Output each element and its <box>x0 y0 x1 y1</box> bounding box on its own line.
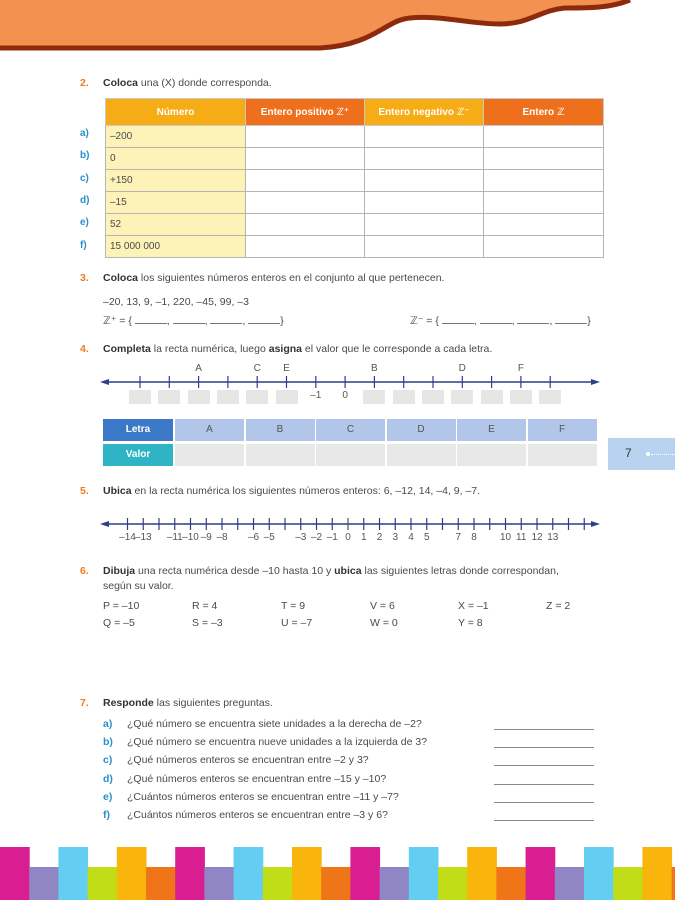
number-label: 7 <box>455 532 462 543</box>
q3-set-positive <box>103 313 284 327</box>
arrow-left-icon <box>100 379 109 385</box>
q2-check-cell-positivo[interactable] <box>246 214 365 236</box>
value-cell[interactable] <box>316 444 385 466</box>
arrow-left-icon <box>100 521 109 527</box>
q3-verb: Coloca <box>103 272 139 284</box>
letter-value: V = 6 <box>370 600 395 612</box>
question-label: a) <box>103 718 113 730</box>
q2-number-cell: 0 <box>106 148 246 170</box>
q6-verb1: Dibuja <box>103 565 136 577</box>
q2-row-label: a) <box>80 128 89 139</box>
q6-instruction-2: según su valor. <box>103 580 174 592</box>
q2-row-label: f) <box>80 239 87 251</box>
q6-number: 6. <box>80 565 89 577</box>
question-text: ¿Qué número se encuentra nueve unidades a la izquierda de 3? <box>127 736 428 749</box>
answer-line[interactable] <box>494 765 594 766</box>
answer-blank[interactable] <box>517 313 549 324</box>
answer-line[interactable] <box>494 729 594 730</box>
question-text: ¿Cuántos números enteros se encuentran entre –3 y 6? <box>127 809 388 821</box>
answer-box[interactable] <box>246 390 268 404</box>
tall-color-bar <box>409 847 439 900</box>
q2-check-cell-negativo[interactable] <box>365 170 484 192</box>
value-cell[interactable] <box>246 444 315 466</box>
dotted-line <box>651 454 675 455</box>
letter-cell: E <box>457 419 526 441</box>
value-cell[interactable] <box>175 444 244 466</box>
answer-box[interactable] <box>510 390 532 404</box>
short-color-bar <box>204 867 234 900</box>
letter-value: Y = 8 <box>458 617 483 629</box>
answer-blank[interactable] <box>442 313 474 324</box>
q2-number-cell: +150 <box>106 170 246 192</box>
arrow-right-icon <box>591 521 600 527</box>
q4-line-svg <box>95 370 605 390</box>
q2-number: 2. <box>80 77 89 89</box>
comma: , <box>549 315 553 327</box>
tall-color-bar <box>467 847 497 900</box>
q2-table-row <box>106 192 604 214</box>
q2-check-cell-negativo[interactable] <box>365 192 484 214</box>
tall-color-bar <box>117 847 147 900</box>
number-label: 12 <box>531 532 543 543</box>
letter-value: Z = 2 <box>546 600 571 612</box>
header-wave-decoration <box>0 0 675 60</box>
question-text: ¿Qué números enteros se encuentran entre –2 y 3? <box>127 754 369 767</box>
point-letter: D <box>458 363 466 374</box>
letter-value: S = –3 <box>192 617 223 629</box>
q4-verb1: Completa <box>103 343 151 355</box>
page-number: 7 <box>625 446 632 460</box>
q2-check-cell-entero[interactable] <box>484 126 604 148</box>
q3-number-list: –20, 13, 9, –1, 220, –45, 99, –3 <box>103 296 249 308</box>
letter-cell: F <box>528 419 597 441</box>
short-color-bar <box>555 867 585 900</box>
short-color-bar <box>496 867 526 900</box>
q2-text: una (X) donde corresponda. <box>138 77 272 89</box>
number-label: –10 <box>182 532 199 543</box>
tall-color-bar <box>58 847 88 900</box>
set-negative-label: ℤ⁻ = { <box>410 315 439 327</box>
number-label: 8 <box>471 532 477 543</box>
q2-check-cell-entero[interactable] <box>484 170 604 192</box>
answer-box[interactable] <box>539 390 561 404</box>
value-cell[interactable] <box>528 444 597 466</box>
letter-value: R = 4 <box>192 600 218 612</box>
short-color-bar <box>321 867 351 900</box>
number-label: 13 <box>547 532 559 543</box>
q4-instruction <box>103 343 492 355</box>
answer-line[interactable] <box>494 784 594 785</box>
q2-check-cell-positivo[interactable] <box>246 236 365 258</box>
q2-header-entero: Entero ℤ <box>484 99 604 126</box>
number-label: 0 <box>345 532 351 543</box>
tall-color-bar <box>526 847 556 900</box>
q7-number: 7. <box>80 697 89 709</box>
q7-text: las siguientes preguntas. <box>153 697 273 709</box>
answer-box[interactable] <box>363 390 385 404</box>
answer-blank[interactable] <box>555 313 587 324</box>
q2-verb: Coloca <box>103 77 139 89</box>
q4-text: el valor que le corresponde a cada letra. <box>302 343 493 355</box>
letter-value: W = 0 <box>370 617 398 629</box>
value-cell[interactable] <box>387 444 456 466</box>
letter-cell: D <box>387 419 456 441</box>
q2-row-label: d) <box>80 194 90 206</box>
comma: , <box>511 315 515 327</box>
letra-header: Letra <box>103 419 173 441</box>
question-text: ¿Cuántos números enteros se encuentran entre –11 y –7? <box>127 790 399 803</box>
number-label: –9 <box>200 532 212 543</box>
q2-header-numero: Número <box>106 99 246 126</box>
point-letter: F <box>517 363 524 374</box>
q2-check-cell-negativo[interactable] <box>365 148 484 170</box>
comma: , <box>242 315 246 327</box>
set-positive-label: ℤ⁺ = { <box>103 315 132 327</box>
tall-color-bar <box>642 847 672 900</box>
q2-check-cell-positivo[interactable] <box>246 170 365 192</box>
q5-line-svg <box>95 513 605 533</box>
tall-color-bar <box>584 847 614 900</box>
q6-text-mid: una recta numérica desde –10 hasta 10 y <box>135 565 335 577</box>
short-color-bar <box>672 867 675 900</box>
valor-header: Valor <box>103 444 173 466</box>
number-label: –2 <box>310 532 323 543</box>
answer-blank[interactable] <box>135 313 167 324</box>
number-label: –3 <box>295 532 307 543</box>
short-color-bar <box>380 867 410 900</box>
answer-line[interactable] <box>494 802 594 803</box>
q4-text-mid: la recta numérica, luego <box>150 343 269 355</box>
q2-check-cell-positivo[interactable] <box>246 148 365 170</box>
q2-header-positivo: Entero positivo ℤ⁺ <box>246 99 365 126</box>
short-color-bar <box>88 867 118 900</box>
short-color-bar <box>613 867 643 900</box>
q2-row-label: b) <box>80 150 90 162</box>
number-label: 0 <box>342 390 348 401</box>
q4-verb2: asigna <box>268 343 303 355</box>
q2-table-row <box>106 236 604 258</box>
comma: , <box>204 315 208 327</box>
q2-table-row <box>106 126 604 148</box>
question-label: c) <box>103 754 113 767</box>
q2-check-cell-positivo[interactable] <box>246 126 365 148</box>
answer-box[interactable] <box>393 390 415 404</box>
answer-box[interactable] <box>188 390 210 404</box>
letter-value: U = –7 <box>281 617 313 629</box>
number-label: –5 <box>263 532 275 543</box>
question-label: f) <box>103 809 110 821</box>
point-letter: C <box>253 363 261 374</box>
q3-set-negative <box>410 313 591 327</box>
question-label: d) <box>103 772 113 785</box>
short-color-bar <box>263 867 293 900</box>
answer-line[interactable] <box>494 747 594 748</box>
number-label: –13 <box>134 532 152 543</box>
number-label: –8 <box>216 532 228 543</box>
tall-color-bar <box>0 847 30 900</box>
short-color-bar <box>146 867 176 900</box>
tall-color-bar <box>175 847 205 900</box>
q2-row-label: c) <box>80 172 89 184</box>
answer-blank[interactable] <box>248 313 280 324</box>
brace: } <box>587 315 591 327</box>
short-color-bar <box>438 867 468 900</box>
q5-verb: Ubica <box>103 485 132 497</box>
short-color-bar <box>29 867 59 900</box>
number-label: –14 <box>119 532 136 543</box>
question-label: e) <box>103 790 113 803</box>
q6-instruction <box>103 565 559 577</box>
answer-blank[interactable] <box>480 313 512 324</box>
letter-cell: A <box>175 419 244 441</box>
answer-box[interactable] <box>217 390 239 404</box>
question-text: ¿Qué números enteros se encuentran entre –15 y –10? <box>127 772 387 785</box>
q2-table <box>105 98 604 258</box>
letter-value: X = –1 <box>458 600 489 612</box>
question-text: ¿Qué número se encuentra siete unidades a la derecha de –2? <box>127 718 422 730</box>
q6-verb2: ubica <box>334 565 362 577</box>
letter-value: P = –10 <box>103 600 140 612</box>
number-label: –1 <box>310 390 322 401</box>
point-letter: E <box>283 363 290 374</box>
q2-check-cell-positivo[interactable] <box>246 192 365 214</box>
answer-box[interactable] <box>276 390 298 404</box>
point-letter: B <box>371 363 378 374</box>
arrow-right-icon <box>591 379 600 385</box>
answer-line[interactable] <box>494 820 594 821</box>
q2-number-cell: –200 <box>106 126 246 148</box>
number-label: –6 <box>247 532 260 543</box>
number-label: 4 <box>408 532 414 543</box>
letter-cell: C <box>316 419 385 441</box>
q2-header-negativo: Entero negativo ℤ⁻ <box>365 99 484 126</box>
q2-check-cell-negativo[interactable] <box>365 214 484 236</box>
comma: , <box>473 315 477 327</box>
q7-instruction <box>103 697 273 709</box>
q2-number-cell: –15 <box>106 192 246 214</box>
q2-check-cell-negativo[interactable] <box>365 236 484 258</box>
q5-text: en la recta numérica los siguientes números enteros: 6, –12, 14, –4, 9, –7. <box>131 485 481 497</box>
brace: } <box>280 315 284 327</box>
number-label: –1 <box>326 532 338 543</box>
comma: , <box>166 315 170 327</box>
q2-instruction <box>103 77 272 89</box>
q2-check-cell-negativo[interactable] <box>365 126 484 148</box>
answer-box[interactable] <box>422 390 444 404</box>
answer-box[interactable] <box>129 390 151 404</box>
answer-box[interactable] <box>451 390 473 404</box>
answer-box[interactable] <box>158 390 180 404</box>
tall-color-bar <box>234 847 264 900</box>
letter-cell: B <box>246 419 315 441</box>
tall-color-bar <box>292 847 322 900</box>
page-number-tab <box>608 438 675 470</box>
q7-verb: Responde <box>103 697 154 709</box>
point-letter: A <box>195 363 202 374</box>
letter-value: Q = –5 <box>103 617 135 629</box>
number-label: 11 <box>516 532 527 543</box>
letter-value: T = 9 <box>281 600 306 612</box>
q3-text: los siguientes números enteros en el conjunto al que pertenecen. <box>138 272 445 284</box>
q2-table-row <box>106 148 604 170</box>
number-label: 2 <box>376 532 383 543</box>
q2-row-label: e) <box>80 217 89 229</box>
q2-check-cell-entero[interactable] <box>484 148 604 170</box>
q2-number-cell: 52 <box>106 214 246 236</box>
q2-check-cell-entero[interactable] <box>484 192 604 214</box>
q2-number-cell: 15 000 000 <box>106 236 246 258</box>
value-cell[interactable] <box>457 444 526 466</box>
number-label: 3 <box>392 532 399 543</box>
q5-number: 5. <box>80 485 89 497</box>
q2-table-row <box>106 170 604 192</box>
q3-number: 3. <box>80 272 89 284</box>
number-label: 5 <box>423 532 430 543</box>
q4-number: 4. <box>80 343 89 355</box>
q2-table-row <box>106 214 604 236</box>
q3-instruction <box>103 272 444 284</box>
q6-text: las siguientes letras donde correspondan, <box>361 565 559 577</box>
number-label: 10 <box>499 532 512 543</box>
q2-check-cell-entero[interactable] <box>484 214 604 236</box>
dot-icon <box>646 452 650 456</box>
number-label: 1 <box>360 532 367 543</box>
q5-instruction <box>103 485 480 497</box>
question-label: b) <box>103 736 113 749</box>
tall-color-bar <box>350 847 380 900</box>
footer-color-bars <box>0 845 675 900</box>
answer-box[interactable] <box>481 390 503 404</box>
number-label: –11 <box>166 532 183 543</box>
q2-check-cell-entero[interactable] <box>484 236 604 258</box>
answer-blank[interactable] <box>210 313 242 324</box>
answer-blank[interactable] <box>173 313 205 324</box>
